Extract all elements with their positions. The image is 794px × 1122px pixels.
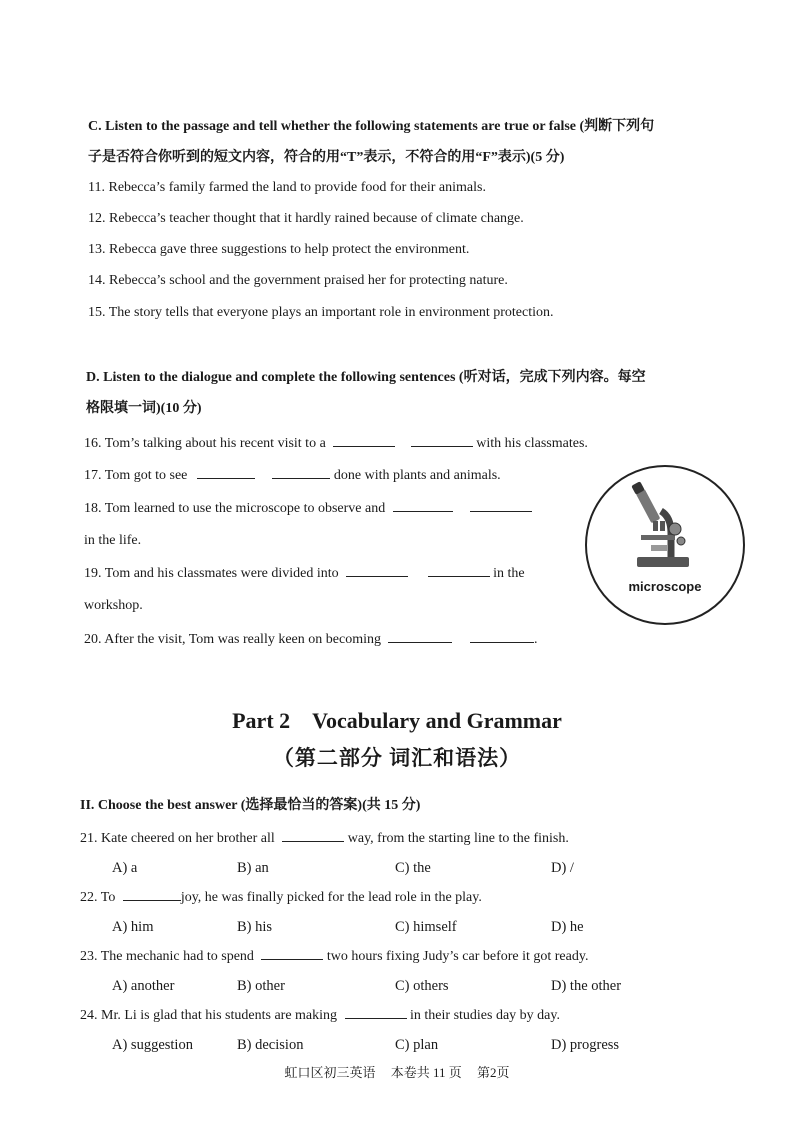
question-21 [80, 829, 569, 848]
question-18-text: 18. Tom learned to use the microscope to observe and [84, 501, 386, 516]
answer-blank[interactable] [470, 630, 534, 643]
question-16 [84, 434, 588, 453]
part-number: Part 2 [232, 708, 291, 733]
question-13: 13. Rebecca gave three suggestions to help protect the environment. [88, 242, 470, 257]
answer-blank[interactable] [428, 564, 490, 577]
question-18-cont: in the life. [84, 533, 142, 548]
footer-total-pages: 本卷共 11 页 [390, 1065, 462, 1080]
option-c[interactable]: C) the [395, 860, 431, 876]
answer-blank[interactable] [123, 888, 181, 901]
section-c-heading: C. Listen to the passage and tell whether the following statements are true or false (判断下列句 [88, 119, 655, 134]
answer-blank[interactable] [197, 466, 255, 479]
section-d-heading: D. Listen to the dialogue and complete the following sentences (听对话，完成下列内容。每空 [86, 370, 646, 385]
question-17-text: 17. Tom got to see [84, 468, 188, 483]
question-12: 12. Rebecca’s teacher thought that it hardly rained because of climate change. [88, 211, 524, 226]
question-11: 11. Rebecca’s family farmed the land to provide food for their animals. [88, 180, 486, 195]
option-b[interactable]: B) his [237, 919, 273, 935]
answer-blank[interactable] [346, 564, 408, 577]
question-16-text-end: with his classmates. [476, 436, 588, 451]
option-d[interactable]: D) the other [551, 978, 622, 994]
option-a[interactable]: A) another [112, 978, 175, 994]
answer-blank[interactable] [393, 499, 453, 512]
answer-blank[interactable] [261, 947, 323, 960]
answer-blank[interactable] [411, 434, 473, 447]
question-23 [80, 947, 588, 966]
question-14: 14. Rebecca’s school and the government praised her for protecting nature. [88, 273, 508, 288]
option-b[interactable]: B) other [237, 978, 285, 994]
option-d[interactable]: D) / [551, 860, 574, 876]
microscope-illustration [585, 465, 745, 625]
question-15: 15. The story tells that everyone plays an important role in environment protection. [88, 305, 554, 320]
question-24-text-end: in their studies day by day. [410, 1008, 560, 1023]
option-c[interactable]: C) himself [395, 919, 457, 935]
question-17-text-end: done with plants and animals. [333, 468, 501, 483]
question-21-text: 21. Kate cheered on her brother all [80, 831, 275, 846]
question-19-text-end: in the [493, 566, 525, 581]
answer-blank[interactable] [470, 499, 532, 512]
answer-blank[interactable] [272, 466, 330, 479]
question-22 [80, 888, 482, 907]
option-d[interactable]: D) he [551, 919, 584, 935]
option-d[interactable]: D) progress [551, 1037, 620, 1053]
footer-page-number: 第2页 [477, 1065, 510, 1080]
part-name: Vocabulary and Grammar [312, 708, 562, 733]
question-16-text: 16. Tom’s talking about his recent visit to a [84, 436, 326, 451]
section-d-heading-cont: 格限填一词)(10 分) [86, 401, 202, 416]
question-19 [84, 564, 525, 583]
question-20 [84, 630, 537, 649]
question-19-cont: workshop. [84, 598, 143, 613]
option-c[interactable]: C) plan [395, 1037, 439, 1053]
answer-blank[interactable] [345, 1006, 407, 1019]
question-24-text: 24. Mr. Li is glad that his students are making [80, 1008, 338, 1023]
footer-exam-name: 虹口区初三英语 [284, 1065, 376, 1080]
answer-blank[interactable] [333, 434, 395, 447]
option-a[interactable]: A) him [112, 919, 154, 935]
option-c[interactable]: C) others [395, 978, 449, 994]
microscope-icon [627, 481, 703, 573]
option-a[interactable]: A) suggestion [112, 1037, 193, 1053]
section-c-heading-cont: 子是否符合你听到的短文内容，符合的用“T”表示，不符合的用“F”表示)(5 分) [88, 150, 565, 165]
question-19-text: 19. Tom and his classmates were divided into [84, 566, 339, 581]
question-18 [84, 499, 532, 518]
option-a[interactable]: A) a [112, 860, 138, 876]
part-2-subtitle: （第二部分 词汇和语法） [272, 746, 522, 770]
question-21-text-end: way, from the starting line to the finish. [347, 831, 569, 846]
answer-blank[interactable] [282, 829, 344, 842]
question-22-text-end: joy, he was finally picked for the lead role in the play. [180, 890, 482, 905]
question-20-text: 20. After the visit, Tom was really keen on becoming [84, 632, 381, 647]
question-17 [84, 466, 501, 485]
question-23-text: 23. The mechanic had to spend [80, 949, 254, 964]
section-ii-heading: II. Choose the best answer (选择最恰当的答案)(共 15 分) [80, 798, 421, 813]
part-2-title [0, 708, 794, 734]
microscope-caption: microscope [628, 579, 702, 594]
question-23-text-end: two hours fixing Judy’s car before it got ready. [326, 949, 589, 964]
question-20-text-end: . [533, 632, 538, 647]
page-footer [0, 1062, 794, 1081]
question-22-text: 22. To [80, 890, 116, 905]
answer-blank[interactable] [388, 630, 452, 643]
question-24 [80, 1006, 560, 1025]
option-b[interactable]: B) an [237, 860, 269, 876]
option-b[interactable]: B) decision [237, 1037, 304, 1053]
